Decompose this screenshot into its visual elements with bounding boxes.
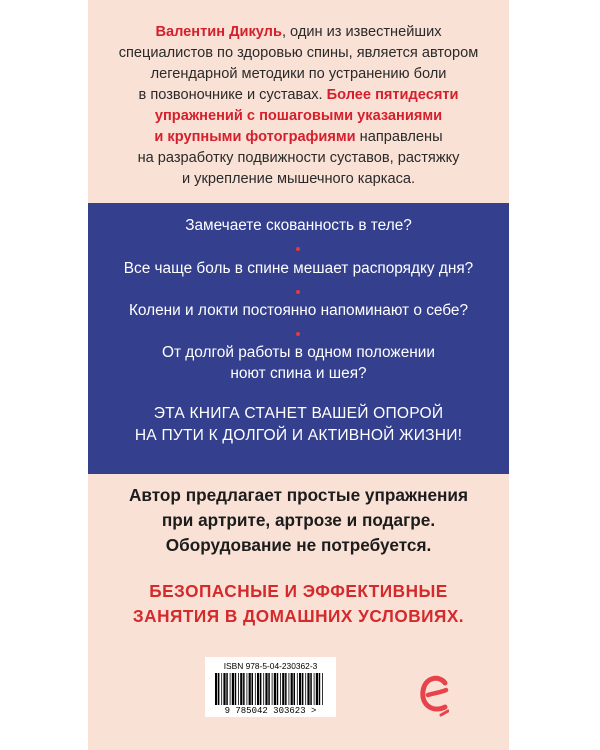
barcode-bar <box>249 673 251 705</box>
barcode-bar <box>240 673 242 705</box>
separator-dot <box>296 290 300 294</box>
barcode-bar <box>310 673 312 705</box>
barcode-bar <box>272 673 273 705</box>
barcode-bar <box>243 673 245 705</box>
barcode-bar <box>277 673 279 705</box>
barcode-bar <box>255 673 256 705</box>
barcode-bar <box>268 673 270 705</box>
intro-line <box>88 127 509 148</box>
barcode-bar <box>263 673 264 705</box>
body-text: на разработку подвижности суставов, растяжку <box>137 150 460 166</box>
separator-dot <box>296 332 300 336</box>
intro-line <box>88 22 509 43</box>
intro-line <box>88 106 509 127</box>
barcode-bar <box>221 673 222 705</box>
barcode-bar <box>291 673 293 705</box>
barcode-bar <box>316 673 318 705</box>
back-cover <box>88 0 509 750</box>
tagline-line-2: ЗАНЯТИЯ В ДОМАШНИХ УСЛОВИЯХ. <box>132 606 465 626</box>
highlight-text: и крупными фотографиями <box>154 129 356 145</box>
barcode-bar <box>238 673 239 705</box>
author-offer <box>88 483 509 558</box>
barcode-bar <box>257 673 259 705</box>
barcode-bar <box>294 673 296 705</box>
barcode-bar <box>215 673 217 705</box>
barcode-bar <box>235 673 237 705</box>
barcode-bar <box>289 673 290 705</box>
barcode-bar <box>322 673 323 705</box>
body-text: в позвоночнике и суставах. <box>138 87 327 103</box>
author-offer-line-3: Оборудование не потребуется. <box>165 535 432 555</box>
barcode-bar <box>307 673 309 705</box>
question-1: Замечаете скованность в теле? <box>185 217 412 234</box>
slogan <box>88 403 509 447</box>
barcode-bar <box>285 673 287 705</box>
barcode-bar <box>226 673 228 705</box>
intro-line <box>88 169 509 190</box>
question-2: Все чаще боль в спине мешает распорядку дня? <box>123 260 474 277</box>
intro-paragraph <box>88 22 509 190</box>
barcode-bar <box>218 673 220 705</box>
barcode-bar <box>252 673 254 705</box>
slogan-line-2: НА ПУТИ К ДОЛГОЙ И АКТИВНОЙ ЖИЗНИ! <box>134 427 463 444</box>
question-4-line-1: От долгой работы в одном положении <box>162 344 435 361</box>
separator-dot <box>296 247 300 251</box>
intro-line <box>88 43 509 64</box>
barcode-bar <box>274 673 276 705</box>
isbn-number: ISBN 978-5-04-230362-3 <box>223 661 318 671</box>
barcode-bar <box>260 673 262 705</box>
question-3: Колени и локти постоянно напоминают о себе? <box>128 302 469 319</box>
barcode-bar <box>247 673 248 705</box>
barcode-bar <box>297 673 298 705</box>
barcode-bar <box>232 673 234 705</box>
publisher-logo-icon <box>419 669 449 719</box>
barcode-digits: 9 785042 303623 > <box>224 706 317 716</box>
slogan-line-1: ЭТА КНИГА СТАНЕТ ВАШЕЙ ОПОРОЙ <box>153 405 444 422</box>
barcode-bar <box>223 673 225 705</box>
body-text: и укрепление мышечного каркаса. <box>181 171 416 187</box>
barcode-bar <box>230 673 231 705</box>
barcode-bar <box>299 673 301 705</box>
barcode-bar <box>314 673 315 705</box>
barcode-block <box>205 657 336 717</box>
barcode-icon <box>215 673 325 705</box>
barcode-bar <box>319 673 321 705</box>
body-text: легендарной методики по устранению боли <box>150 66 447 82</box>
body-text: специалистов по здоровью спины, является автором <box>118 45 479 61</box>
highlight-text: упражнений с пошаговыми указаниями <box>154 108 443 124</box>
highlight-text: Более пятидесяти <box>326 87 459 103</box>
question-4-line-2: ноют спина и шея? <box>230 365 367 382</box>
intro-line <box>88 64 509 85</box>
tagline <box>88 579 509 629</box>
barcode-bar <box>280 673 281 705</box>
intro-line <box>88 148 509 169</box>
author-offer-line-2: при артрите, артрозе и подагре. <box>161 510 436 530</box>
author-offer-line-1: Автор предлагает простые упражнения <box>128 485 469 505</box>
highlight-text: Валентин Дикуль <box>155 24 282 40</box>
barcode-bar <box>305 673 306 705</box>
intro-line <box>88 85 509 106</box>
body-text: , один из известнейших <box>281 24 442 40</box>
barcode-bar <box>302 673 304 705</box>
body-text: направлены <box>355 129 443 145</box>
barcode-bar <box>282 673 284 705</box>
tagline-line-1: БЕЗОПАСНЫЕ И ЭФФЕКТИВНЫЕ <box>149 581 448 601</box>
barcode-bar <box>265 673 267 705</box>
